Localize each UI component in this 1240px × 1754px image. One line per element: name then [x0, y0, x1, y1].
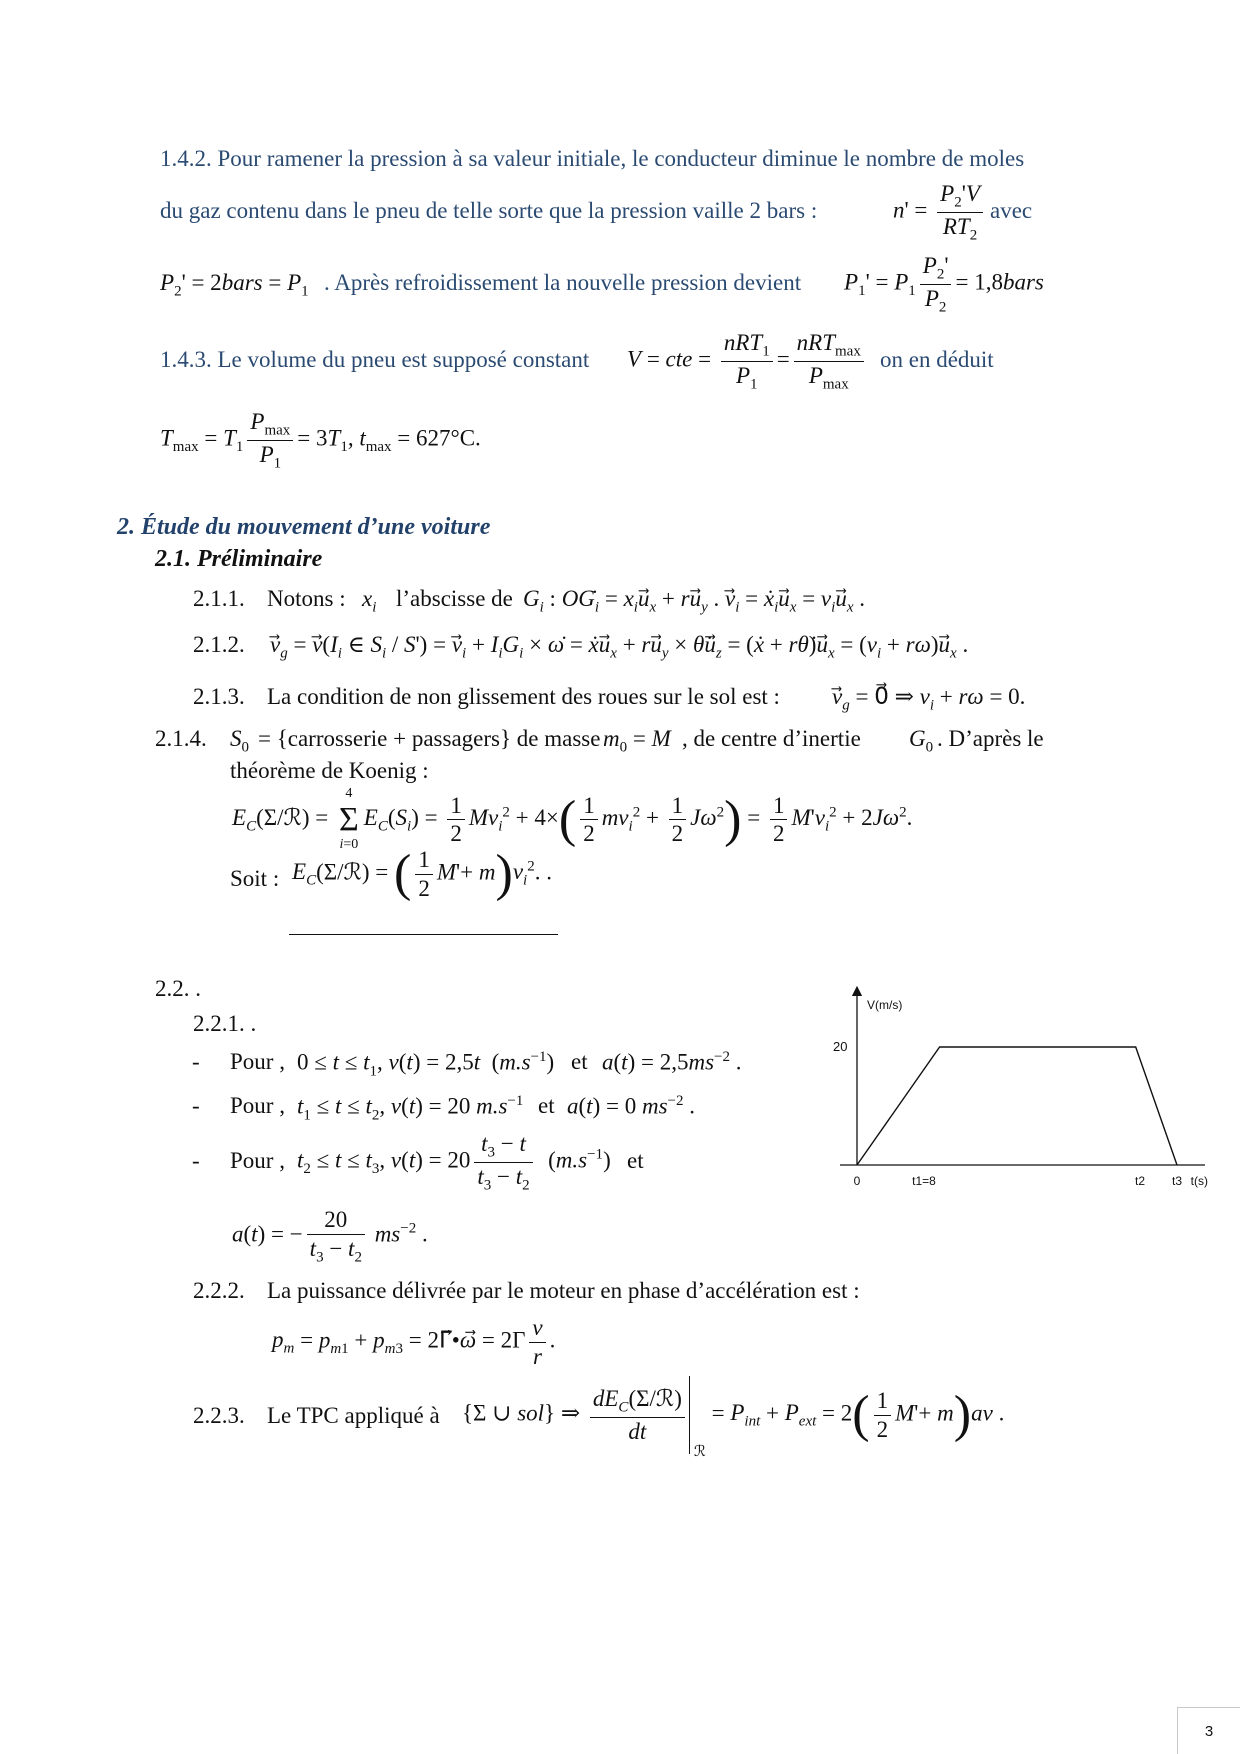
x-tick-t1: t1=8: [912, 1174, 936, 1188]
para-143-label: 1.4.3. Le volume du pneu est supposé constant: [160, 347, 590, 372]
text-214c: . D’après le: [937, 726, 1044, 751]
dash-3: -: [192, 1148, 200, 1173]
eq-p2-prime: $P_2'$ = 2bars = $P_1$: [160, 270, 309, 300]
eq-a2: a(t) = 0 $ms^{-2}$ .: [567, 1093, 695, 1119]
num-214: 2.1.4.: [155, 726, 207, 751]
para-142-line2: du gaz contenu dans le pneu de telle sorte que la pression vaille 2 bars :: [160, 198, 818, 223]
et-1: et: [571, 1049, 588, 1074]
eq-n-prime: n' = $\frac{P_2'V}{RT_2}$: [893, 180, 987, 244]
text-223: Le TPC appliqué à: [267, 1403, 440, 1428]
eq-v3: $t_2 \le t \le t_3$, v(t) = 20 $\frac{t_3 - t}{t_3 - t_2}$ $(m.s^{-1})$: [297, 1131, 611, 1194]
section-21-title: 2.1. Préliminaire: [155, 546, 323, 572]
y-tick-20: 20: [833, 1039, 848, 1054]
word-avec: avec: [990, 198, 1033, 223]
pour-1: Pour ,: [230, 1049, 285, 1074]
page-number: 3: [1177, 1707, 1240, 1754]
et-3: et: [627, 1148, 644, 1173]
x-tick-t3: t3: [1171, 1174, 1183, 1188]
pour-3: Pour ,: [230, 1148, 285, 1173]
num-223: 2.2.3.: [193, 1403, 245, 1428]
velocity-series-line: [857, 1047, 1177, 1165]
num-211: 2.1.1.: [193, 586, 245, 611]
text-211: Notons :: [267, 586, 346, 611]
num-212: 2.1.2.: [193, 632, 245, 657]
eq-a3: a(t) = − $\frac{20}{t_3 - t_2}$ $ms^{-2}$ .: [232, 1207, 428, 1266]
eq-a1: $a(t) = 2,5ms^{-2}$ .: [602, 1049, 742, 1075]
var-xi: $x_i$: [362, 586, 377, 616]
eq-koenig: $E_C(\Sigma/ℛ)$ = 4 Σ i=0 $E_C(S_i)$ = $\frac{1}{2}$ $Mv_i^2 + 4\times$( $\frac{1}{2}$ $mv_i^2$ + $\frac{1}{2}$ $J\omega^2$) = $\frac{1}{2}$ $M'v_i^2 + 2J\omega^2$.: [232, 786, 913, 852]
eq-214-s0: $S_0$: [230, 726, 249, 756]
dash-1: -: [192, 1049, 200, 1074]
eq-v2: $t_1 \le t \le t_2$, v(t) = 20 $m.s^{-1}$: [297, 1093, 524, 1124]
eq-power: $p_m = p_{m1} + p_{m3}$ = 2Γ⃗•ω⃗ = 2Γ $\frac{v}{r}$ .: [272, 1315, 556, 1369]
num-221: 2.2.1. .: [193, 1011, 257, 1036]
x-axis-label: t(s): [1190, 1174, 1208, 1188]
text-214d: théorème de Koenig :: [230, 758, 429, 783]
eq-p1-prime: $P_1' = P_1$ $\frac{P_2'}{P_2}$ = 1,8bars: [844, 253, 1044, 316]
eq-214-m0: $m_0 = M$: [603, 726, 671, 756]
x-tick-0: 0: [853, 1174, 861, 1188]
text-211b: l’abscisse de: [396, 586, 513, 611]
eq-212: $v_g$ = $v⃗(I_i$ ∈ $S_i / S') = v_i + I_iG_i$ × ω̇ = ẋu$_x$ + $ru_y$ × $\thetȧu_z$ = (ẋ + $r\thetȧ)u_x = (v_i + r\omega)u_x$ .: [270, 632, 969, 662]
y-axis-label: V(m/s): [867, 998, 903, 1012]
eq-tpc: {Σ ∪ sol} ⇒ $\frac{dE_C(\Sigma/ℛ)}{dt}$ $_ℛ = P_{int} + P_{ext} = 2$( $\frac{1}{2}$ M'+ m)av .: [462, 1376, 1004, 1454]
num-222: 2.2.2.: [193, 1278, 245, 1303]
x-tick-t2: t2: [1134, 1174, 1146, 1188]
text-213: La condition de non glissement des roues sur le sol est :: [267, 684, 780, 709]
num-22: 2.2. .: [155, 976, 201, 1001]
eq-213: $v_g$ = 0⃗ ⇒ $v_i + r\omega = 0$.: [832, 684, 1026, 714]
eq-volume: V = cte = $\frac{nRT_1}{P_1}$ = $\frac{nRT_{max}}{P_{max}}$: [627, 329, 868, 393]
eq-soit: $E_C(\Sigma/ℛ)$ = ( $\frac{1}{2}$ $M'+ m)v_i^2$. .: [292, 845, 552, 903]
soit-underline: [289, 934, 558, 935]
velocity-time-chart: [820, 985, 1210, 1195]
eq-214-g0: $G_0$: [909, 726, 934, 756]
et-2: et: [538, 1093, 555, 1118]
para-142-line3: . Après refroidissement la nouvelle pression devient: [324, 270, 802, 295]
tmax-result: = 627°C.: [397, 425, 481, 451]
section-2-title: 2. Étude du mouvement d’une voiture: [117, 514, 491, 540]
para-143-deduit: on en déduit: [880, 347, 994, 372]
eq-v1: $0 \le t \le t_1$, v(t) = 2,5t $(m.s^{-1})$: [297, 1049, 555, 1080]
eq-tmax: $T_{max} = T_1$ $\frac{P_{max}}{P_1}$ = $3T_1$, $t_{max} = 627^\circ C$.: [160, 409, 481, 472]
num-213: 2.1.3.: [193, 684, 245, 709]
eq-211: $G_i$ : $OG_i = x_iu_x + ru_y$ . $v_i$ = $ẋ_iu_x = v_iu_x$ .: [523, 586, 865, 616]
para-142-line1: 1.4.2. Pour ramener la pression à sa valeur initiale, le conducteur diminue le nombre de moles: [160, 146, 1025, 171]
text-222: La puissance délivrée par le moteur en phase d’accélération est :: [267, 1278, 860, 1303]
text-214b: , de centre d’inertie: [682, 726, 861, 751]
text-soit: Soit :: [230, 866, 280, 891]
text-214a: = {carrosserie + passagers} de masse: [258, 726, 601, 751]
pour-2: Pour ,: [230, 1093, 285, 1118]
dash-2: -: [192, 1093, 200, 1118]
